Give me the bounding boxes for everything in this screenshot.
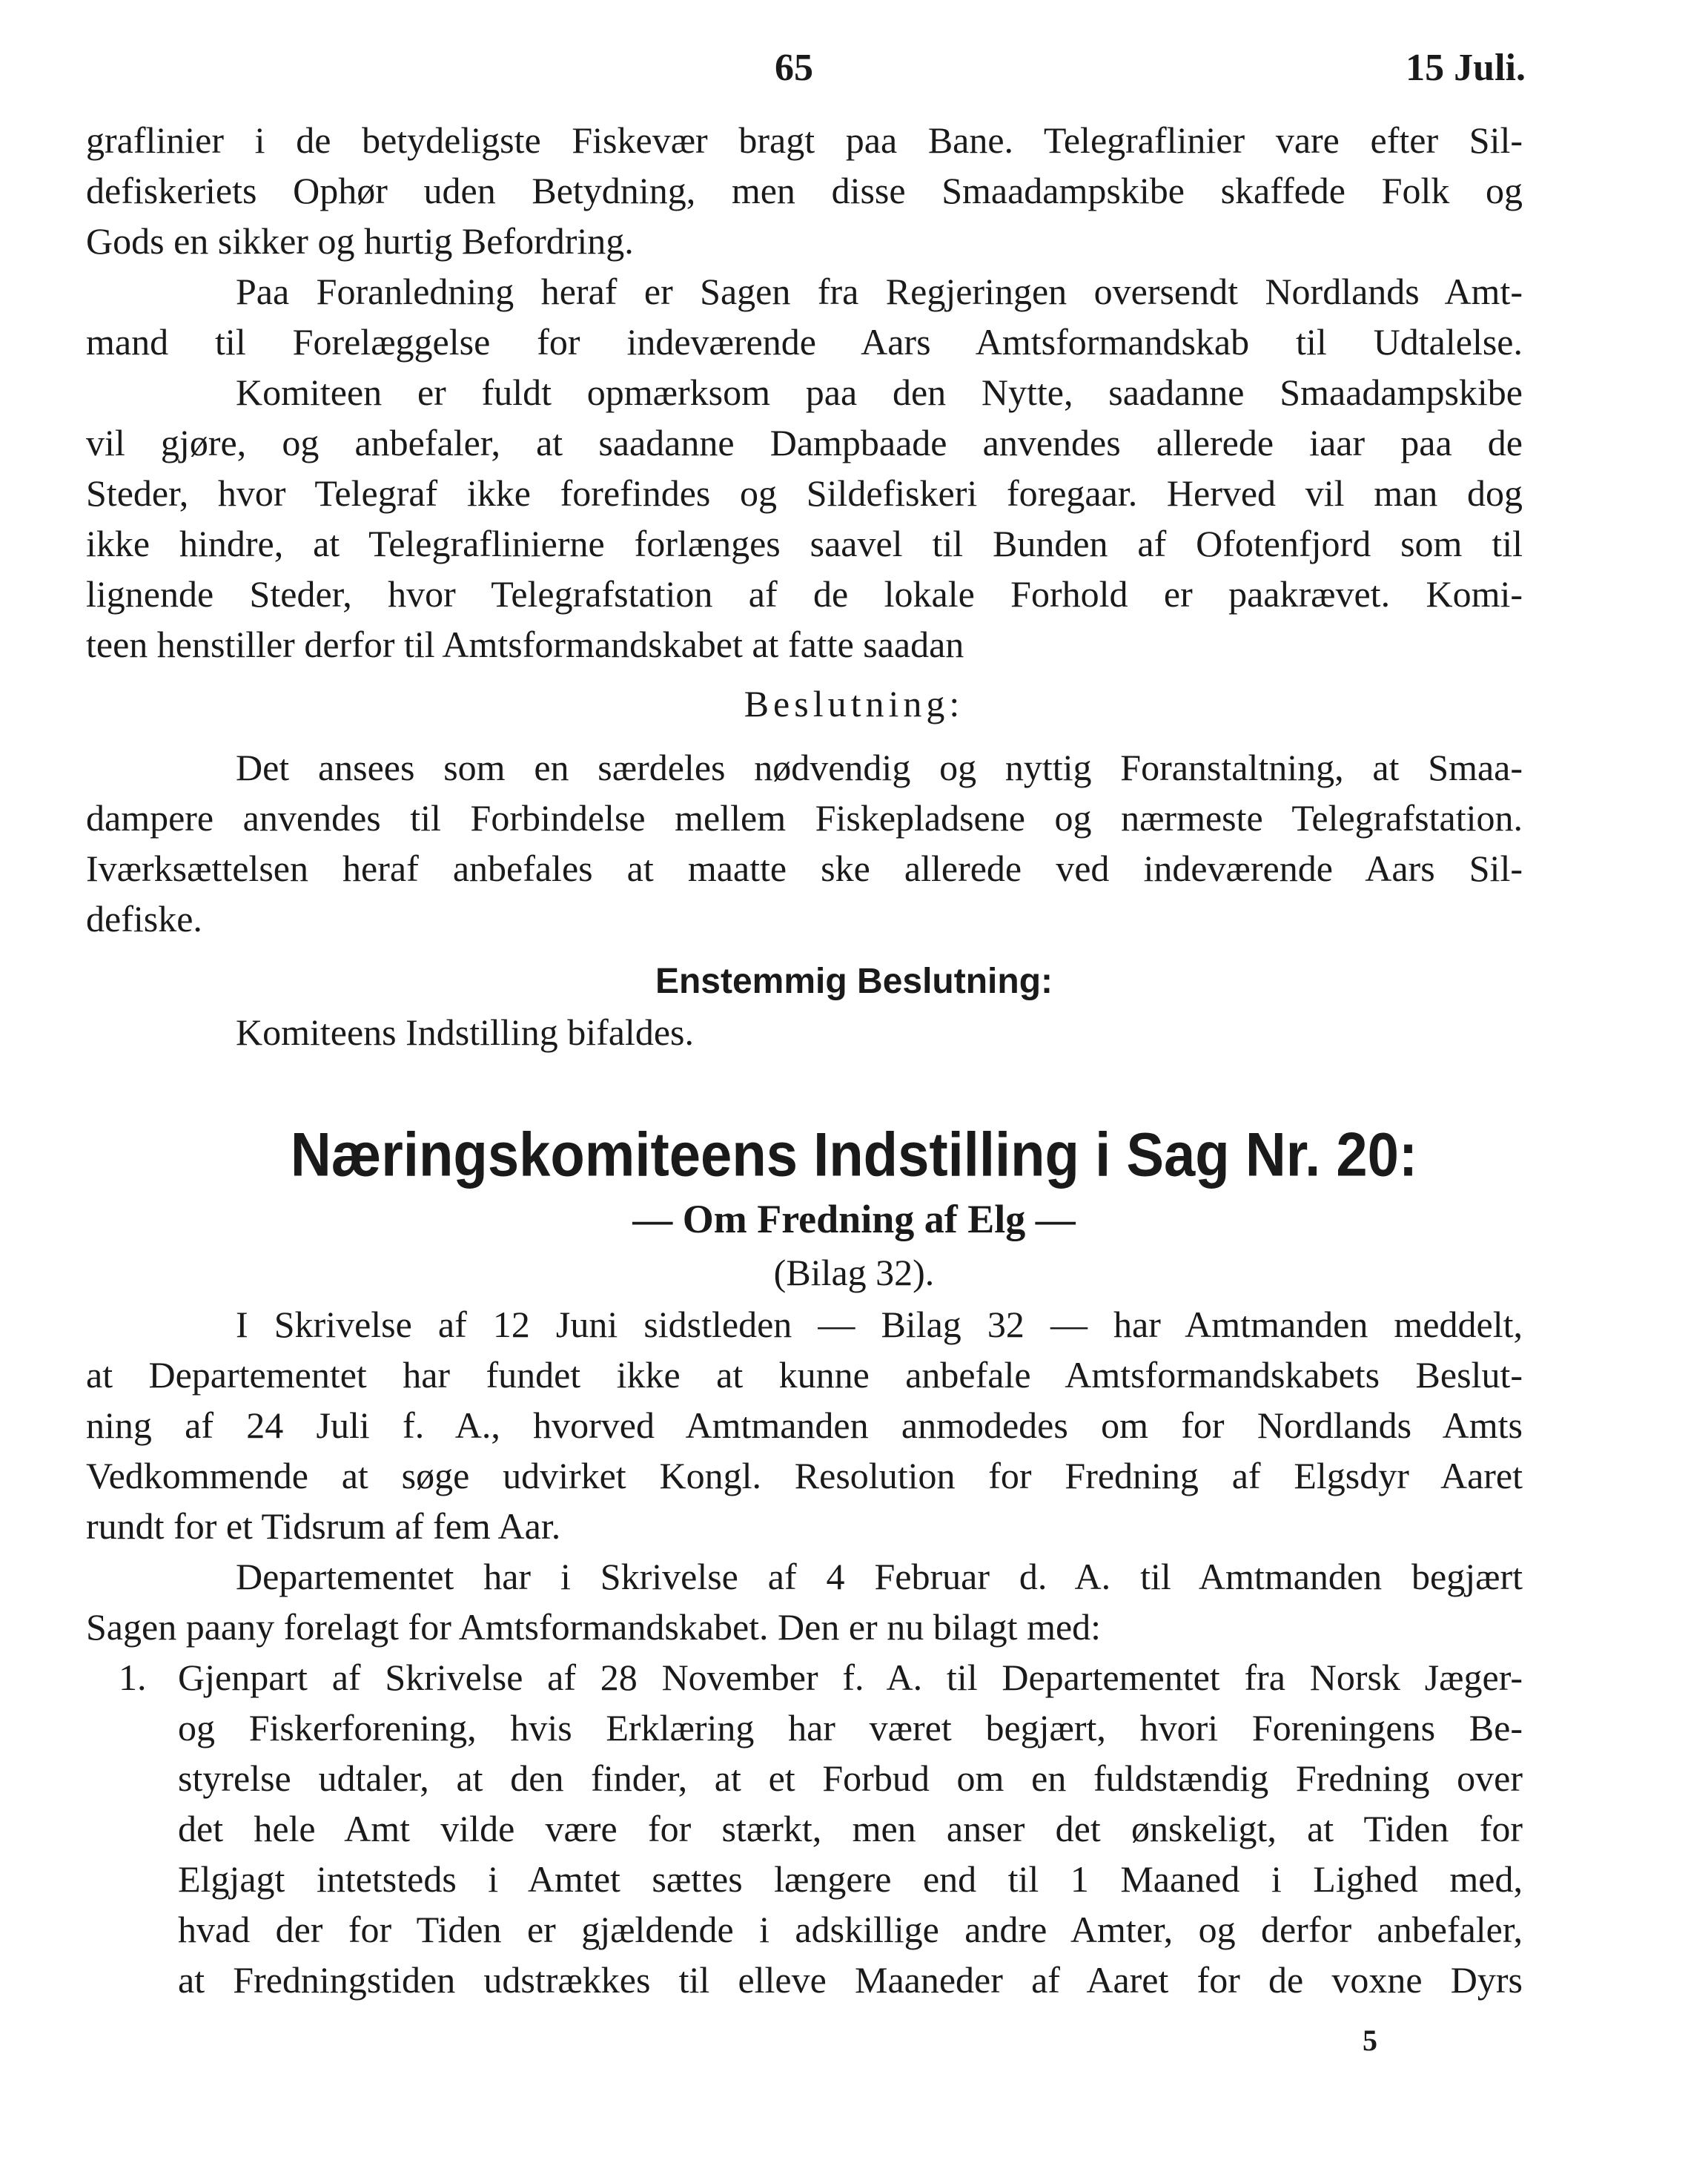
page-number: 65: [775, 47, 813, 89]
text-line: defiskeriets Ophør uden Betydning, men disse Smaadampskibe skaffede Folk og: [86, 170, 1523, 211]
text-line: mand til Forelæggelse for indeværende Aars Amtsformandskab til Udtalelse.: [86, 321, 1523, 363]
text-line: dampere anvendes til Forbindelse mellem Fiskepladsene og nærmeste Telegrafstation.: [86, 797, 1523, 839]
text-line: Sagen paany forelagt for Amtsformandskabet. Den er nu bilagt med:: [86, 1606, 1102, 1648]
list-item-line: styrelse udtaler, at den finder, at et Forbud om en fuldstændig Fredning over: [178, 1757, 1523, 1799]
text-line: Gods en sikker og hurtig Befordring.: [86, 220, 634, 262]
section-bilag: (Bilag 32).: [773, 1252, 935, 1293]
beslutning-heading: Beslutning:: [744, 683, 964, 724]
text-line: Paa Foranledning heraf er Sagen fra Regjeringen oversendt Nordlands Amt-: [236, 271, 1523, 312]
text-line: rundt for et Tidsrum af fem Aar.: [86, 1505, 561, 1547]
text-line: lignende Steder, hvor Telegrafstation af de lokale Forhold er paakrævet. Komi-: [86, 573, 1523, 615]
text-line: ikke hindre, at Telegraflinierne forlænges saavel til Bunden af Ofotenfjord som til: [86, 523, 1523, 564]
list-item-line: det hele Amt vilde være for stærkt, men anser det ønskeligt, at Tiden for: [178, 1808, 1523, 1849]
text-line: Komiteen er fuldt opmærksom paa den Nytte, saadanne Smaadampskibe: [236, 372, 1523, 413]
section-subtitle: — Om Fredning af Elg —: [632, 1197, 1076, 1241]
text-line: teen henstiller derfor til Amtsformandskabet at fatte saadan: [86, 624, 964, 665]
text-line: I Skrivelse af 12 Juni sidstleden — Bilag 32 — har Amtmanden meddelt,: [236, 1304, 1523, 1345]
list-item-line: at Fredningstiden udstrækkes til elleve Maaneder af Aaret for de voxne Dyrs: [178, 1959, 1523, 2001]
list-item-line: Gjenpart af Skrivelse af 28 November f. A. til Departementet fra Norsk Jæger-: [178, 1657, 1523, 1698]
page-date: 15 Juli.: [1406, 47, 1526, 89]
text-line: graflinier i de betydeligste Fiskevær bragt paa Bane. Telegraflinier vare efter Sil-: [86, 119, 1523, 161]
text-line: Det ansees som en særdeles nødvendig og nyttig Foranstaltning, at Smaa-: [236, 747, 1523, 788]
text-line: Komiteens Indstilling bifaldes.: [236, 1011, 694, 1053]
text-line: Vedkommende at søge udvirket Kongl. Resolution for Fredning af Elgsdyr Aaret: [86, 1455, 1523, 1496]
list-item-line: og Fiskerforening, hvis Erklæring har været begjært, hvori Foreningens Be-: [178, 1707, 1523, 1749]
footer-signature: 5: [1363, 2024, 1377, 2057]
list-item-line: Elgjagt intetsteds i Amtet sættes længere end til 1 Maaned i Lighed med,: [178, 1858, 1523, 1900]
list-item-number: 1.: [119, 1657, 147, 1698]
text-line: Iværksættelsen heraf anbefales at maatte ske allerede ved indeværende Aars Sil-: [86, 848, 1523, 889]
section-title: Næringskomiteens Indstilling i Sag Nr. 20:: [290, 1120, 1418, 1190]
text-line: Steder, hvor Telegraf ikke forefindes og Sildefiskeri foregaar. Herved vil man dog: [86, 472, 1523, 514]
text-line: defiske.: [86, 898, 202, 940]
text-line: at Departementet har fundet ikke at kunne anbefale Amtsformandskabets Beslut-: [86, 1354, 1523, 1396]
text-line: ning af 24 Juli f. A., hvorved Amtmanden anmodedes om for Nordlands Amts: [86, 1404, 1523, 1446]
list-item-line: hvad der for Tiden er gjældende i adskillige andre Amter, og derfor anbefaler,: [178, 1909, 1523, 1950]
text-line: vil gjøre, og anbefaler, at saadanne Dampbaade anvendes allerede iaar paa de: [86, 422, 1523, 463]
enstemmig-heading: Enstemmig Beslutning:: [655, 962, 1053, 1001]
text-line: Departementet har i Skrivelse af 4 Februar d. A. til Amtmanden begjært: [236, 1556, 1523, 1597]
